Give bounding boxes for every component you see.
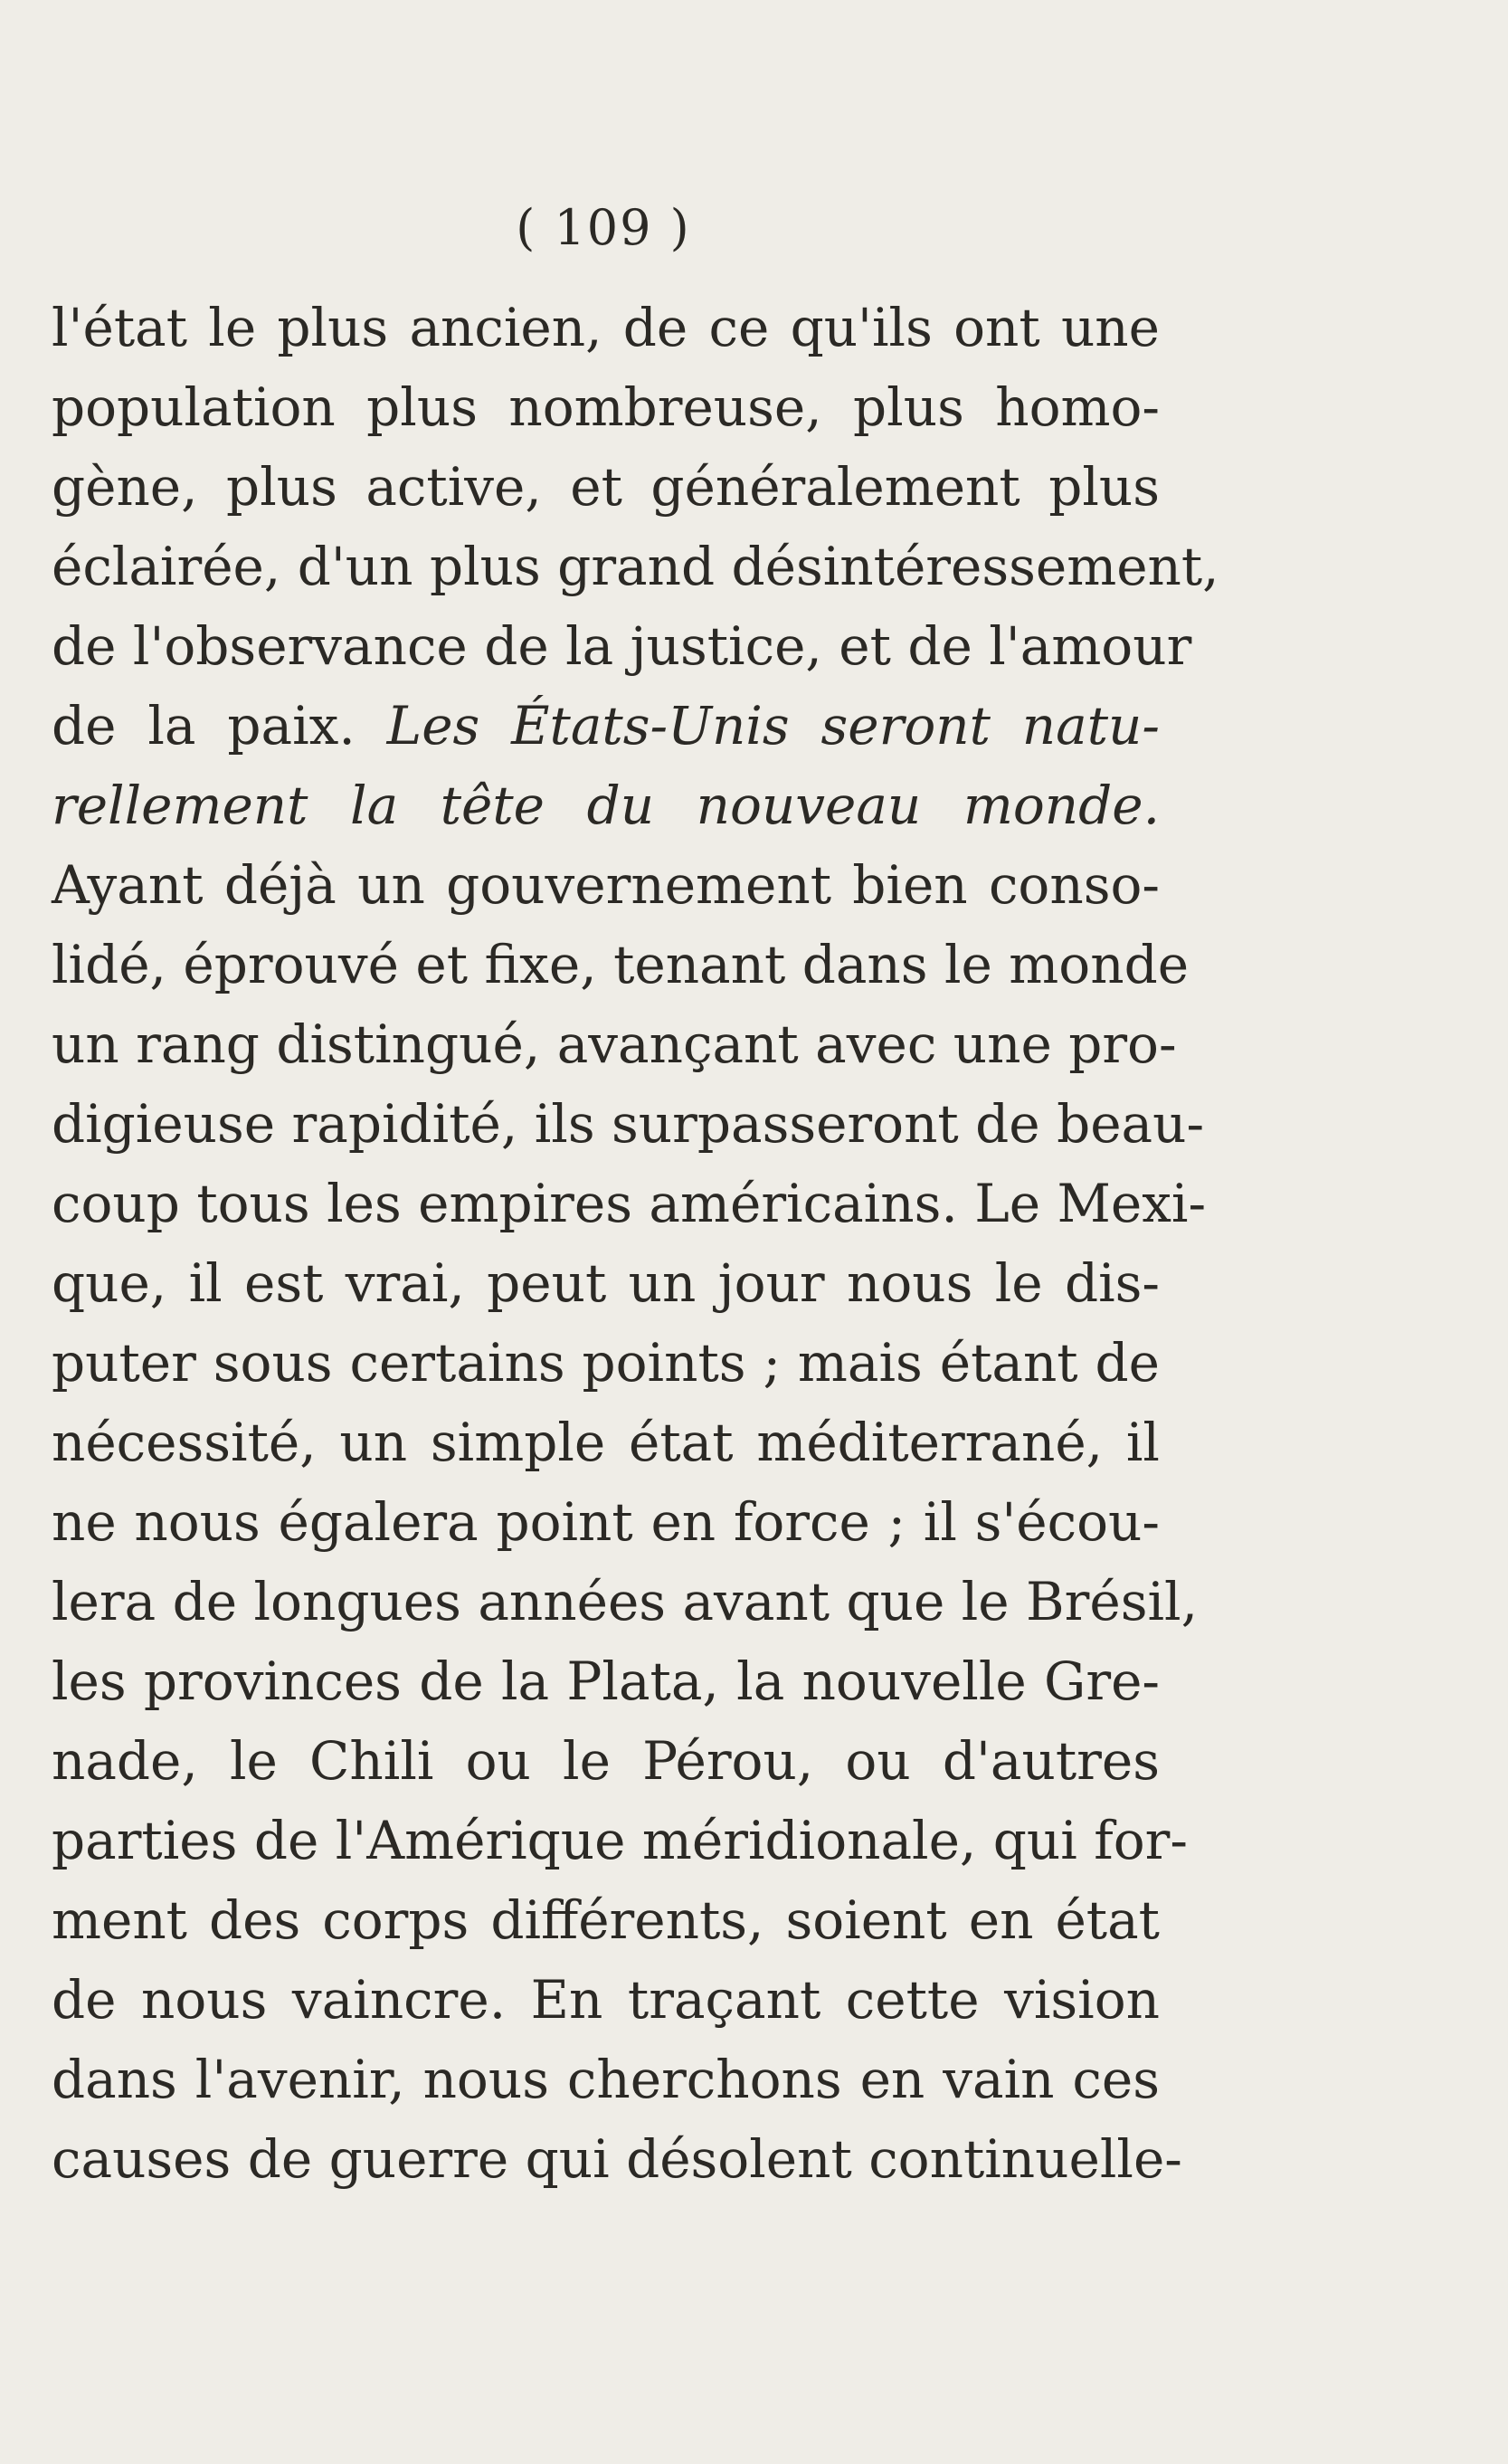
- text-line: [52, 1084, 1205, 1164]
- text-segment: l'état le plus ancien, de ce qu'ils ont une: [52, 297, 1160, 358]
- text-line: [52, 766, 1160, 845]
- text-segment: dans l'avenir, nous cherchons en vain ces: [52, 2049, 1160, 2110]
- text-segment: lidé, éprouvé et fixe, tenant dans le monde: [52, 934, 1190, 995]
- text-line: [52, 1721, 1160, 1801]
- text-segment: ment des corps différents, soient en état: [52, 1889, 1160, 1951]
- text-segment: Ayant déjà un gouvernement bien conso-: [52, 854, 1160, 916]
- text-line: [52, 367, 1160, 447]
- text-line: [52, 845, 1160, 925]
- italic-text: Les États-Unis seront natu-: [386, 695, 1160, 756]
- text-segment: ne nous égalera point en force ; il s'écou-: [52, 1491, 1160, 1553]
- text-segment: de la paix.: [52, 695, 387, 756]
- text-line: [52, 1562, 1199, 1641]
- text-segment: les provinces de la Plata, la nouvelle Gre-: [52, 1651, 1160, 1712]
- text-line: [52, 288, 1160, 367]
- text-segment: nécessité, un simple état méditerrané, il: [52, 1412, 1160, 1473]
- text-segment: population plus nombreuse, plus homo-: [52, 376, 1160, 438]
- text-segment: lera de longues années avant que le Brésil,: [52, 1571, 1199, 1632]
- page-number: ( 109 ): [516, 199, 691, 256]
- text-line: [52, 2040, 1160, 2119]
- text-line: [52, 686, 1160, 766]
- text-line: [52, 1004, 1177, 1084]
- text-segment: de l'observance de la justice, et de l'amour: [52, 615, 1192, 677]
- text-line: [52, 1323, 1160, 1403]
- text-line: [52, 2119, 1182, 2199]
- text-segment: coup tous les empires américains. Le Mexi-: [52, 1173, 1207, 1234]
- text-segment: un rang distingué, avançant avec une pro-: [52, 1013, 1177, 1075]
- text-line: [52, 606, 1192, 686]
- text-line: [52, 1164, 1207, 1243]
- text-segment: causes de guerre qui désolent continuelle-: [52, 2128, 1182, 2190]
- text-line: [52, 1403, 1160, 1482]
- text-segment: parties de l'Amérique méridionale, qui for-: [52, 1810, 1188, 1871]
- text-line: [52, 527, 1219, 606]
- text-segment: gène, plus active, et généralement plus: [52, 456, 1160, 518]
- text-segment: digieuse rapidité, ils surpasseront de beau-: [52, 1093, 1205, 1155]
- text-line: [52, 1960, 1160, 2040]
- text-segment: puter sous certains points ; mais étant de: [52, 1332, 1160, 1394]
- text-segment: éclairée, d'un plus grand désintéressement,: [52, 536, 1219, 597]
- text-segment: de nous vaincre. En traçant cette vision: [52, 1969, 1160, 2031]
- text-segment: nade, le Chili ou le Pérou, ou d'autres: [52, 1730, 1160, 1792]
- text-segment: que, il est vrai, peut un jour nous le dis-: [52, 1252, 1160, 1314]
- text-line: [52, 1801, 1188, 1880]
- text-line: [52, 1482, 1160, 1562]
- text-line: [52, 925, 1190, 1004]
- text-line: [52, 1880, 1160, 1960]
- italic-text: rellement la tête du nouveau monde.: [52, 775, 1160, 836]
- body-text: [52, 288, 1219, 2199]
- text-line: [52, 1641, 1160, 1721]
- text-line: [52, 447, 1160, 527]
- text-line: [52, 1243, 1160, 1323]
